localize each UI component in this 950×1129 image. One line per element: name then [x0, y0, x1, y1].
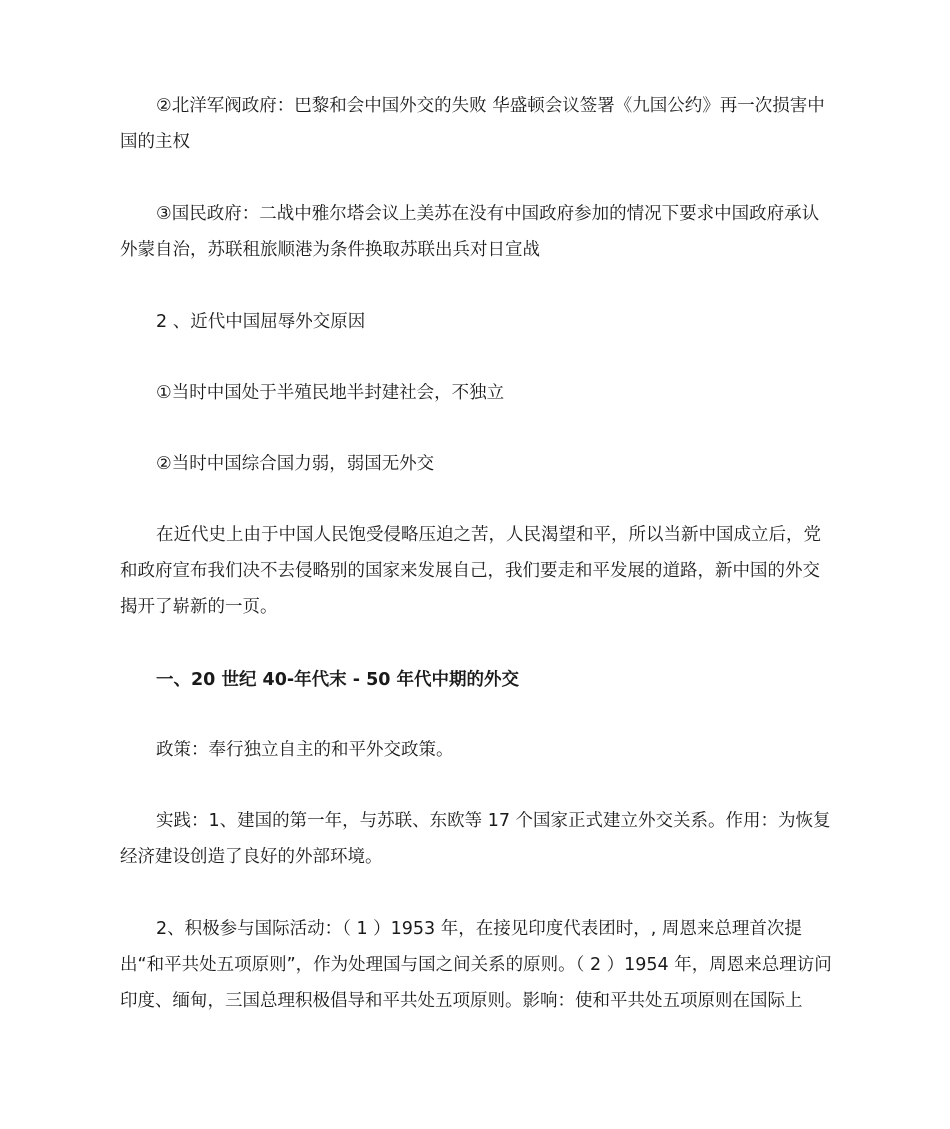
paragraph-policy: 政策：奉行独立自主的和平外交政策。 [156, 740, 454, 760]
paragraph-practice-2: 2、积极参与国际活动：（ 1 ）1953 年，在接见印度代表团时，, 周恩来总理首次提出“和平共处五项原则”，作为处理国与国之间关系的原则。（ 2 ）1954 年，周恩来总理访问印度、缅甸，三国总理积极倡导和平共处五项原则。影响：使和平共处五项原则在国际上 [120, 919, 832, 1011]
reason-item-weak-power: ②当时中国综合国力弱，弱国无外交 [156, 454, 435, 474]
paragraph-nationalist-government: ③国民政府：二战中雅尔塔会议上美苏在没有中国政府参加的情况下要求中国政府承认外蒙自治，苏联租旅顺港为条件换取苏联出兵对日宣战 [120, 204, 820, 260]
paragraph-beiyang-government: ②北洋军阀政府：巴黎和会中国外交的失败 华盛顿会议签署《九国公约》再一次损害中国的主权 [120, 96, 825, 152]
section-heading-humiliation-reasons: 2 、近代中国屈辱外交原因 [156, 312, 366, 332]
section-heading-1940s-1950s: 一、20 世纪 40-年代末 - 50 年代中期的外交 [156, 670, 520, 690]
reason-item-semi-colonial: ①当时中国处于半殖民地半封建社会，不独立 [156, 383, 505, 403]
paragraph-practice-1: 实践：1、建国的第一年，与苏联、东欧等 17 个国家正式建立外交关系。作用：为恢复 经济建设创造了良好的外部环境。 [120, 811, 854, 867]
paragraph-new-china-diplomacy: 在近代史上由于中国人民饱受侵略压迫之苦，人民渴望和平，所以当新中国成立后，党和政府宣布我们决不去侵略别的国家来发展自己，我们要走和平发展的道路，新中国的外交揭开了崭新的一页。 [120, 525, 821, 617]
